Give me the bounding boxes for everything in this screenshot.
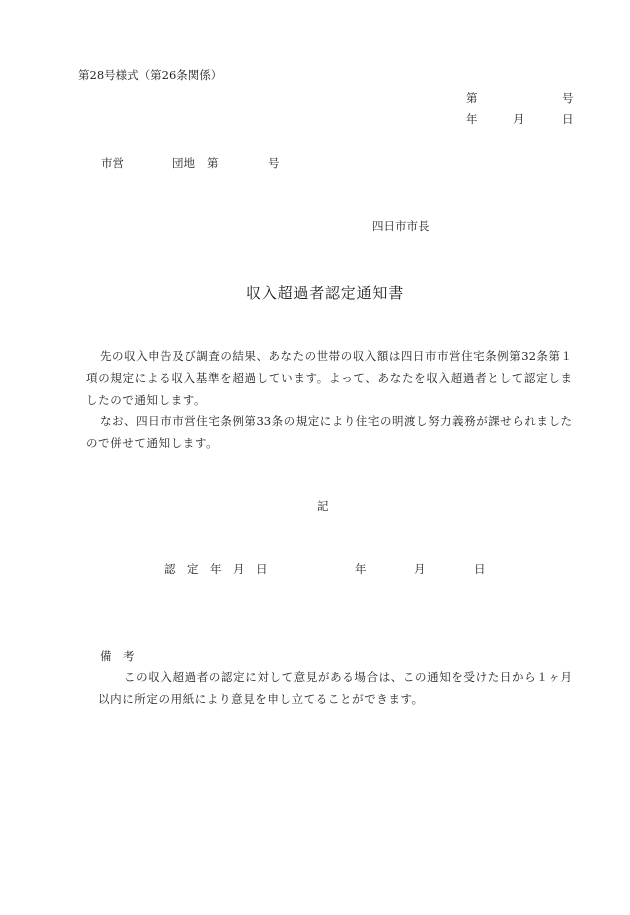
ki-heading: 記: [317, 499, 329, 513]
remarks-line-2: 以内に所定の用紙により意見を申し立てることができます。: [98, 692, 424, 706]
body-line-5: ので併せて通知します。: [86, 436, 219, 450]
nintei-year: 年: [355, 562, 367, 576]
document-title: 収入超過者認定通知書: [246, 284, 405, 302]
body-line-4: なお、四日市市営住宅条例第33条の規定により住宅の明渡し努力義務が課せられました: [100, 414, 572, 428]
nintei-month: 月: [414, 562, 426, 576]
date-year: 年: [466, 112, 478, 126]
body-line-3: したので通知します。: [86, 393, 207, 407]
address-go: 号: [268, 156, 280, 170]
nintei-label: 認 定 年 月 日: [164, 562, 268, 576]
reference-go: 号: [562, 91, 574, 105]
reference-dai: 第: [466, 91, 478, 105]
form-label: 第28号様式（第26条関係）: [78, 68, 223, 82]
address-shiei: 市営: [101, 156, 124, 170]
body-line-2: 項の規定による収入基準を超過しています。よって、あなたを収入超過者として認定しま: [86, 371, 572, 385]
body-line-1: 先の収入申告及び調査の結果、あなたの世帯の収入額は四日市市営住宅条例第32条第１: [100, 349, 572, 363]
date-month: 月: [513, 112, 525, 126]
nintei-day: 日: [474, 562, 486, 576]
remarks-label: 備 考: [100, 649, 135, 663]
remarks-line-1: この収入超過者の認定に対して意見がある場合は、この通知を受けた日から１ヶ月: [124, 670, 572, 684]
address-dai: 第: [207, 156, 219, 170]
date-day: 日: [562, 112, 574, 126]
sender: 四日市市長: [372, 219, 430, 233]
address-danchi: 団地: [172, 156, 195, 170]
